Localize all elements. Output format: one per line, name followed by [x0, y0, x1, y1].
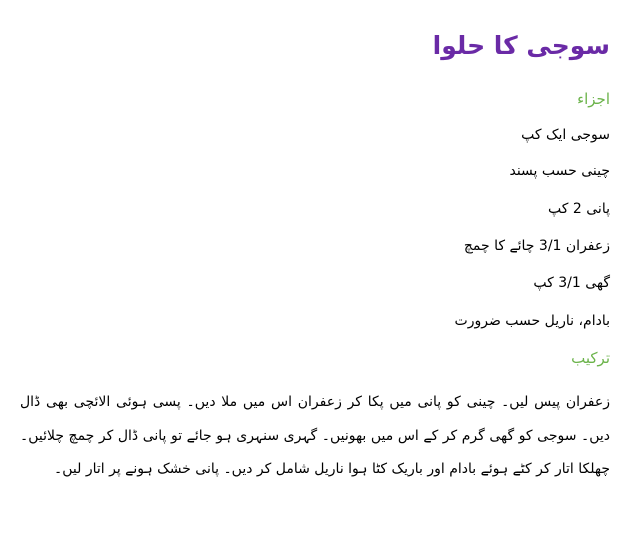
ingredient-item: پانی 2 کپ — [548, 201, 610, 217]
method-heading: ترکیب — [571, 349, 610, 367]
ingredient-item: گھی 3/1 کپ — [533, 275, 610, 291]
ingredient-item: بادام، ناریل حسب ضرورت — [454, 313, 610, 329]
recipe-title: سوجی کا حلوا — [432, 31, 610, 60]
ingredient-item: سوجی ایک کپ — [521, 127, 610, 143]
method-text: زعفران پیس لیں۔ چینی کو پانی میں پکا کر زعفران اس میں ملا دیں۔ پسی ہوئی الائچی بھی ڈال دیں۔ سوجی کو گھی گرم کر کے اس میں بھونیں۔ گہری سنہری ہو جائے تو پانی ڈال کر چمچ چلائیں۔ چھلکا اتار کر کٹے ہوئے بادام اور باریک کٹا ہوا ناریل شامل کر دیں۔ پانی خشک ہونے پر اتار لیں۔ — [20, 394, 610, 477]
ingredient-item: چینی حسب پسند — [509, 163, 610, 179]
ingredients-heading: اجزاء — [577, 90, 610, 108]
ingredient-item: زعفران 3/1 چائے کا چمچ — [463, 238, 610, 254]
